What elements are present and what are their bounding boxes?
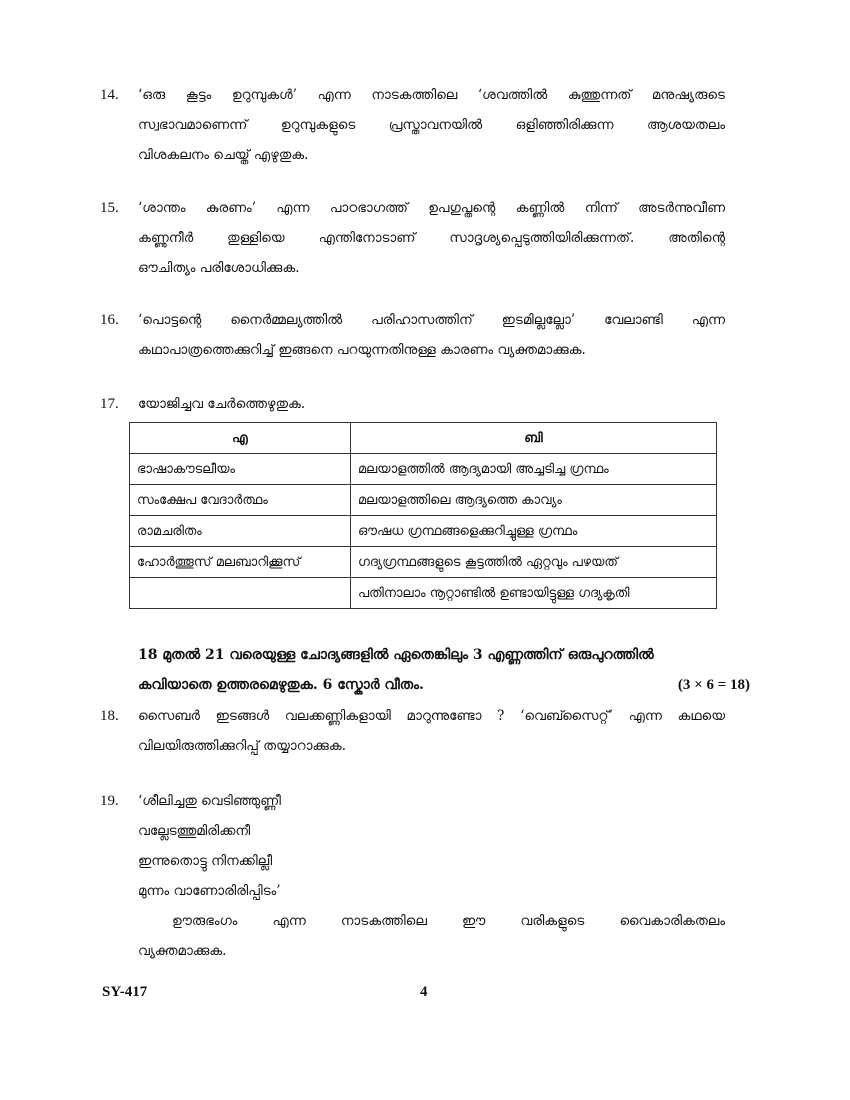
question-line: വ്യക്തമാക്കുക. [138, 943, 227, 959]
cell-b: ഗദ്യഗ്രന്ഥങ്ങളുടെ കൂട്ടത്തിൽ ഏറ്റവും പഴയത് [351, 547, 717, 578]
marks-label: (3 × 6 = 18) [677, 677, 750, 693]
section-instructions [138, 640, 750, 700]
question-line: ‘ശാന്തം കുരണം’ എന്ന പാഠഭാഗത്ത് ഉപഗുപ്തന്റെ കണ്ണിൽ നിന്ന് അടർന്നുവീണ [138, 200, 725, 216]
table-header-row [130, 423, 717, 454]
cell-a: സംക്ഷേപ വേദാർത്ഥം [130, 485, 351, 516]
question-line: വിലയിരുത്തിക്കുറിപ്പ് തയ്യാറാക്കുക. [138, 738, 347, 754]
question-line: ‘പൊട്ടന്റെ നൈർമ്മല്യത്തിൽ പരിഹാസത്തിന് ഇടമില്ലല്ലോ’ വേലാണ്ടി എന്ന [138, 312, 725, 328]
question-line: ഔചിത്യം പരിശോധിക്കുക. [138, 260, 300, 276]
instruction-line: 18 മുതൽ 21 വരെയുള്ള ചോദ്യങ്ങളിൽ ഏതെങ്കിലും 3 എണ്ണത്തിന് ഒരുപുറത്തിൽ [138, 647, 654, 663]
question-text [138, 193, 725, 283]
cell-a: ഭാഷാകൗടലീയം [130, 454, 351, 485]
question-text [138, 80, 725, 170]
paper-code: SY-417 [102, 984, 148, 1000]
question-number: 14. [100, 87, 119, 103]
poem-line: ഇന്നുതൊട്ടു നിനക്കില്ലീ [138, 853, 273, 869]
question-prompt: യോജിച്ചവ ചേർത്തെഴുതുക. [138, 396, 306, 412]
instruction-line: കവിയാതെ ഉത്തരമെഴുതുക. 6 സ്കോർ വീതം. [138, 677, 424, 693]
question-line: ‘ഒരു കൂട്ടം ഉറുമ്പുകൾ’ എന്ന നാടകത്തിലെ ‘ശവത്തിൽ കുത്തുന്നത് മനുഷ്യരുടെ [138, 87, 725, 103]
column-header-a: എ [130, 423, 351, 454]
question-line: വിശകലനം ചെയ്ത് എഴുതുക. [138, 147, 309, 163]
table-row [130, 578, 717, 609]
question-text [138, 701, 725, 761]
question-number: 15. [100, 200, 119, 216]
cell-a: രാമചരിതം [130, 516, 351, 547]
poem-line: ‘ശീലിച്ചതു വെടിഞ്ഞുണ്ണീ [138, 793, 281, 809]
match-table [129, 422, 717, 609]
question-line: ഊരുഭംഗം എന്ന നാടകത്തിലെ ഈ വരികളുടെ വൈകാരികതലം [172, 913, 725, 929]
cell-b: പതിനാലാം നൂറ്റാണ്ടിൽ ഉണ്ടായിട്ടുള്ള ഗദ്യകൃതി [351, 578, 717, 609]
question-16 [100, 305, 725, 365]
question-number: 19. [100, 793, 119, 809]
poem-line: മുന്നം വാണോരിരിപ്പിടം’ [138, 883, 281, 899]
poem-line: വല്ലേടത്തുമിരിക്കനീ [138, 823, 251, 839]
cell-b: മലയാളത്തിലെ ആദ്യത്തെ കാവ്യം [351, 485, 717, 516]
table-row [130, 547, 717, 578]
question-19 [100, 786, 725, 966]
question-14 [100, 80, 725, 170]
question-text [138, 786, 725, 966]
question-line: കഥാപാത്രത്തെക്കുറിച്ച് ഇങ്ങനെ പറയുന്നതിനുള്ള കാരണം വ്യക്തമാക്കുക. [138, 342, 586, 358]
table-row [130, 516, 717, 547]
column-header-b: ബി [351, 423, 717, 454]
question-number: 16. [100, 312, 119, 328]
cell-a [130, 578, 351, 609]
cell-b: ഔഷധ ഗ്രന്ഥങ്ങളെക്കുറിച്ചുള്ള ഗ്രന്ഥം [351, 516, 717, 547]
cell-a: ഹോർത്തൂസ് മലബാറിക്കൂസ് [130, 547, 351, 578]
table-row [130, 454, 717, 485]
table-row [130, 485, 717, 516]
page-number: 4 [420, 984, 428, 1000]
question-18 [100, 701, 725, 761]
question-text [138, 305, 725, 365]
question-text [138, 389, 725, 419]
poem-quote [138, 786, 725, 906]
question-number: 18. [100, 708, 119, 724]
question-line: സൈബർ ഇടങ്ങൾ വലക്കണ്ണികളായി മാറുന്നുണ്ടോ ? ‘വെബ്സൈറ്റ്’ എന്ന കഥയെ [138, 708, 725, 724]
cell-b: മലയാളത്തിൽ ആദ്യമായി അച്ചടിച്ച ഗ്രന്ഥം [351, 454, 717, 485]
question-17 [100, 389, 725, 419]
question-line: സ്വഭാവമാണെന്ന് ഉറുമ്പുകളുടെ പ്രസ്താവനയിൽ ഒളിഞ്ഞിരിക്കുന്ന ആശയതലം [138, 117, 725, 133]
question-line: കണ്ണുനീർ തുള്ളിയെ എന്തിനോടാണ് സാദൃശ്യപ്പെടുത്തിയിരിക്കുന്നത്. അതിന്റെ [138, 230, 725, 246]
question-number: 17. [100, 396, 119, 412]
question-15 [100, 193, 725, 283]
